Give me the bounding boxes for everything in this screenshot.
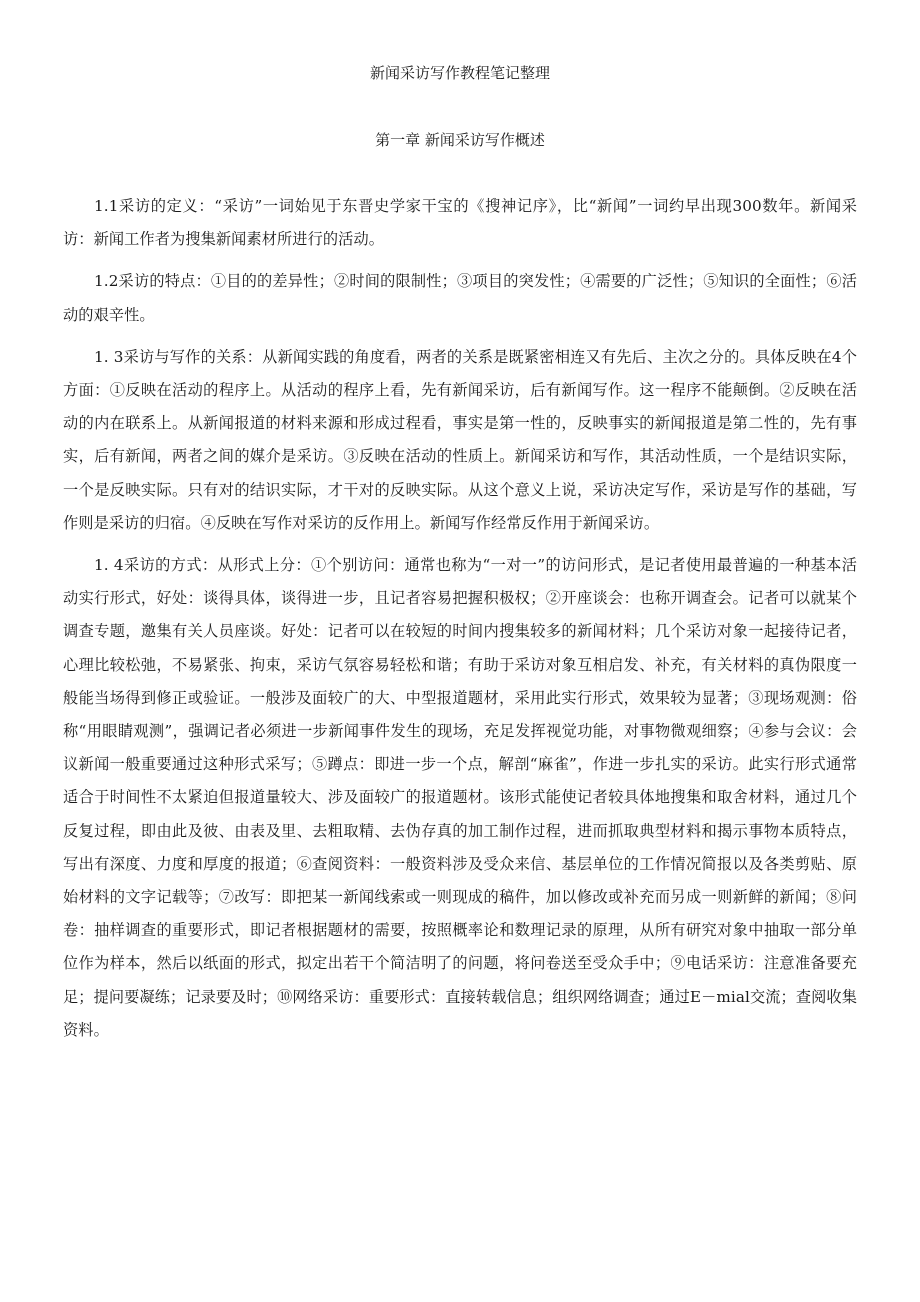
document-title: 新闻采访写作教程笔记整理 bbox=[369, 64, 550, 82]
chapter-title: 第一章 新闻采访写作概述 bbox=[375, 131, 545, 149]
paragraph-1-4-methods: 1. 4采访的方式：从形式上分：①个别访问：通常也称为“一对一”的访问形式，是记者使用最普遍的一种基本活动实行形式，好处：谈得具体，谈得进一步，且记者容易把握积极权；②开座谈会：也称开调查会。记者可以就某个调查专题，邀集有关人员座谈。好处：记者可以在较短的时间内搜集较多的新闻材料；几个采访对象一起接待记者，心理比较松弛，不易紧张、拘束，采访气氛容易轻松和谐；有助于采访对象互相启发、补充，有关材料的真伪限度一般能当场得到修正或验证。一般涉及面较广的大、中型报道题材，采用此实行形式，效果较为显著；③现场观测：俗称“用眼睛观测”，强调记者必须进一步新闻事件发生的现场，充足发挥视觉功能，对事物微观细察；④参与会议：会议新闻一般重要通过这种形式采写；⑤蹲点：即进一步一个点，解剖“麻雀”，作进一步扎实的采访。此实行形式通常适合于时间性不太紧迫但报道量较大、涉及面较广的报道题材。该形式能使记者较具体地搜集和取舍材料，通过几个反复过程，即由此及彼、由表及里、去粗取精、去伪存真的加工制作过程，进而抓取典型材料和揭示事物本质特点，写出有深度、力度和厚度的报道；⑥查阅资料：一般资料涉及受众来信、基层单位的工作情况简报以及各类剪贴、原始材料的文字记载等；⑦改写：即把某一新闻线索或一则现成的稿件，加以修改或补充而另成一则新鲜的新闻；⑧问卷：抽样调查的重要形式，即记者根据题材的需要，按照概率论和数理记录的原理，从所有研究对象中抽取一部分单位作为样本，然后以纸面的形式，拟定出若干个简洁明了的问题，将问卷送至受众手中；⑨电话采访：注意准备要充足；提问要凝练；记录要及时；⑩网络采访：重要形式：直接转载信息；组织网络调查；通过E－mial交流；查阅收集资料。 bbox=[63, 556, 857, 1039]
paragraph-1-2-characteristics: 1.2采访的特点：①目的的差异性；②时间的限制性；③项目的突发性；④需要的广泛性；⑤知识的全面性；⑥活动的艰辛性。 bbox=[63, 272, 857, 324]
document-body bbox=[63, 190, 857, 1056]
paragraph-1-1-definition: 1.1采访的定义：“采访”一词始见于东晋史学家干宝的《搜神记序》，比“新闻”一词约早出现300数年。新闻采访：新闻工作者为搜集新闻素材所进行的活动。 bbox=[63, 197, 857, 249]
paragraph-1-3-relationship: 1. 3采访与写作的关系：从新闻实践的角度看，两者的关系是既紧密相连又有先后、主次之分的。具体反映在4个方面：①反映在活动的程序上。从活动的程序上看，先有新闻采访，后有新闻写作。这一程序不能颠倒。②反映在活动的内在联系上。从新闻报道的材料来源和形成过程看，事实是第一性的，反映事实的新闻报道是第二性的，先有事实，后有新闻，两者之间的媒介是采访。③反映在活动的性质上。新闻采访和写作，其活动性质，一个是结识实际，一个是反映实际。只有对的结识实际，才干对的反映实际。从这个意义上说，采访决定写作，采访是写作的基础，写作则是采访的归宿。④反映在写作对采访的反作用上。新闻写作经常反作用于新闻采访。 bbox=[63, 347, 857, 532]
